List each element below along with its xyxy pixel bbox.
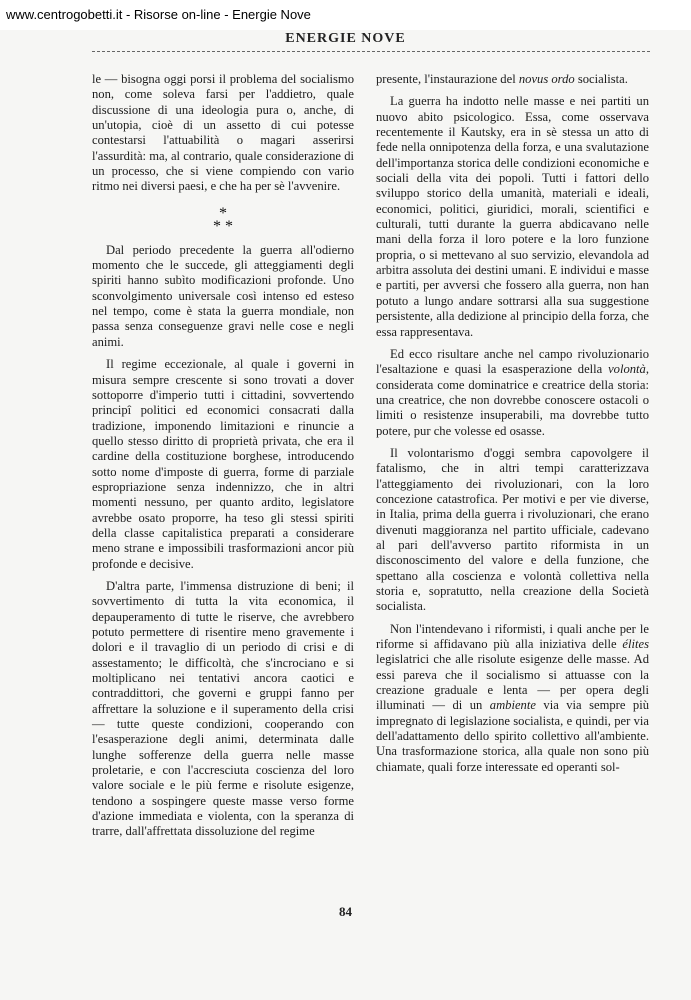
top-bar — [0, 0, 691, 30]
emphasis: ambiente — [489, 698, 536, 713]
text-run: Non l'intendevano i riformisti, i quali anche per le riforme si affidavano più alla iniziativa delle — [376, 621, 649, 652]
emphasis: novus ordo — [518, 72, 575, 86]
paragraph: Il regime eccezionale, al quale i governi in misura sempre crescente si sono trovati a dover sottoporre d'imperio tutti i cittadini, sovvertendo principî politici ed economici consacrati dalla tradizione, imponendo limitazioni e rinuncie a quello stesso diritto di proprietà privata, che era il cardine della costituzione borghese, introducendo sotto nome d'imposte di guerra, forme di parziale espropriazione senza indennizzo, che in altri momenti nessuno, per quanto ardito, legislatore avrebbe osato proporre, ha teso gli stessi spiriti della classe capitalistica preparati a considerare meno strane e impossibili trasformazioni ancor più profonde e decisive. — [92, 357, 354, 571]
text-run: presente, l'instaurazione del — [376, 72, 519, 86]
text-run: legislatrici che alle risolute esigenze delle masse. Ad essi pareva che il socialismo si attuasse con la creazione graduale e lenta — per opera degli illuminati — di un — [376, 652, 649, 713]
asterism-top: * — [219, 204, 227, 222]
paragraph — [376, 347, 649, 439]
page-number: 84 — [339, 904, 352, 919]
paragraph — [376, 72, 649, 87]
text-run: socialista. — [574, 72, 628, 86]
emphasis: élites — [622, 637, 649, 652]
running-head: ENERGIE NOVE — [285, 31, 406, 46]
text-run: via via sempre più impregnato di legislazione socialista, e quindi, per via dell'adattamento dello spirito collettivo all'ambiente. Una trasformazione storica, alla quale non sono più chiamate, quali forze interessate ed operanti sol- — [376, 698, 649, 774]
paragraph: le — bisogna oggi porsi il problema del socialismo non, come soleva farsi per l'addietro, quale discussione di una ideologia pura o, anche, di un'utopia, cioè di un assetto di cui potesse contestarsi l'attuabilità o magari asserirsi l'assurdità: ma, al contrario, quale considerazione di un processo, che si viene compiendo con vario ritmo nei diversi paesi, e che ha per sè l'avvenire. — [92, 72, 354, 194]
asterism-bottom: * * — [213, 217, 233, 235]
text-run: , considerata come dominatrice e creatrice della storia: una creatrice, che non dovrebbe conoscere ostacoli o limiti o resistenze insuperabili, ma dovrebbe tutto potere, pur che volesse ed osasse. — [376, 362, 649, 438]
paragraph: La guerra ha indotto nelle masse e nei partiti un nuovo abito psicologico. Essa, come osservava recentemente il Kautsky, era in sè stessa un atto di fede nella onnipotenza della forza, e una svalutazione dell'importanza storica delle condizioni economiche e sociali della vita dei popoli. Tutti i fattori dello sviluppo storico della umanità, materiali e ideali, economici, politici, giuridici, morali, scientifici e culturali, tutti durante la guerra abdicavano nelle mani della forza il loro potere e la loro funzione propria, o si mettevano al suo servizio, elevandola ad arbitra assoluta dei destini umani. E individui e masse e partiti, per avversi che fossero alla guerra, non han potuto a lungo andare sottrarsi alla sua suggestione persistente, alla dedizione al principio della forza, che essa rappresentava. — [376, 94, 649, 339]
emphasis: volontà — [608, 362, 646, 377]
paragraph: Dal periodo precedente la guerra all'odierno momento che le succede, gli atteggiamenti degli spiriti hanno subìto modificazioni profonde. Uno sconvolgimento universale così intenso ed esteso nel tempo, come è stata la guerra mondiale, non passa senza conseguenze gravi nelle cose e negli animi. — [92, 242, 354, 349]
site-link[interactable]: www.centrogobetti.it - Risorse on-line - Energie Nove — [6, 7, 311, 22]
text-column-right — [376, 72, 649, 775]
text-run: Ed ecco risultare anche nel campo rivoluzionario l'esaltazione e quasi la esasperazione della — [376, 346, 649, 377]
paragraph: Il volontarismo d'oggi sembra capovolgere il fatalismo, che in altri tempi caratterizzava l'atteggiamento dei rivoluzionari, con la loro concezione catastrofica. Per motivi e per vie diverse, in Italia, prima della guerra i rivoluzionari, che erano divenuti maggioranza nel partito ufficiale, cadevano al pari dell'avverso partito riformista in un disconoscimento del valore e della funzione, che spettano alla coscienza e volontà collettiva nella storia e, sopratutto, nella creazione della Società socialista. — [376, 445, 649, 614]
paragraph — [376, 622, 649, 775]
text-column-left — [92, 72, 354, 840]
section-break-asterism — [92, 204, 354, 235]
header-rule — [92, 51, 650, 52]
paragraph: D'altra parte, l'immensa distruzione di beni; il sovvertimento di tutta la vita economica, il depauperamento di tutte le riserve, che avrebbero potuto permettere di risentire meno gravemente i dolori e il travaglio di un periodo di crisi e di assestamento; le difficoltà, che s'incrociano e si moltiplicano nei tentativi ancora caotici e contraddittori, che governi e gruppi fanno per affrettare la soluzione e il superamento della crisi — tutte queste condizioni, cooperando con l'esasperazione degli animi, determinata dalle lunghe sofferenze della guerra nelle masse proletarie, e con l'accresciuta coscienza del loro valore sociale e le più ferme e risolute esigenze, tendono a sospingere queste masse verso forme d'azione immediata e violenta, con la speranza di trarre, dall'affrettata dissoluzione del regime — [92, 578, 354, 839]
